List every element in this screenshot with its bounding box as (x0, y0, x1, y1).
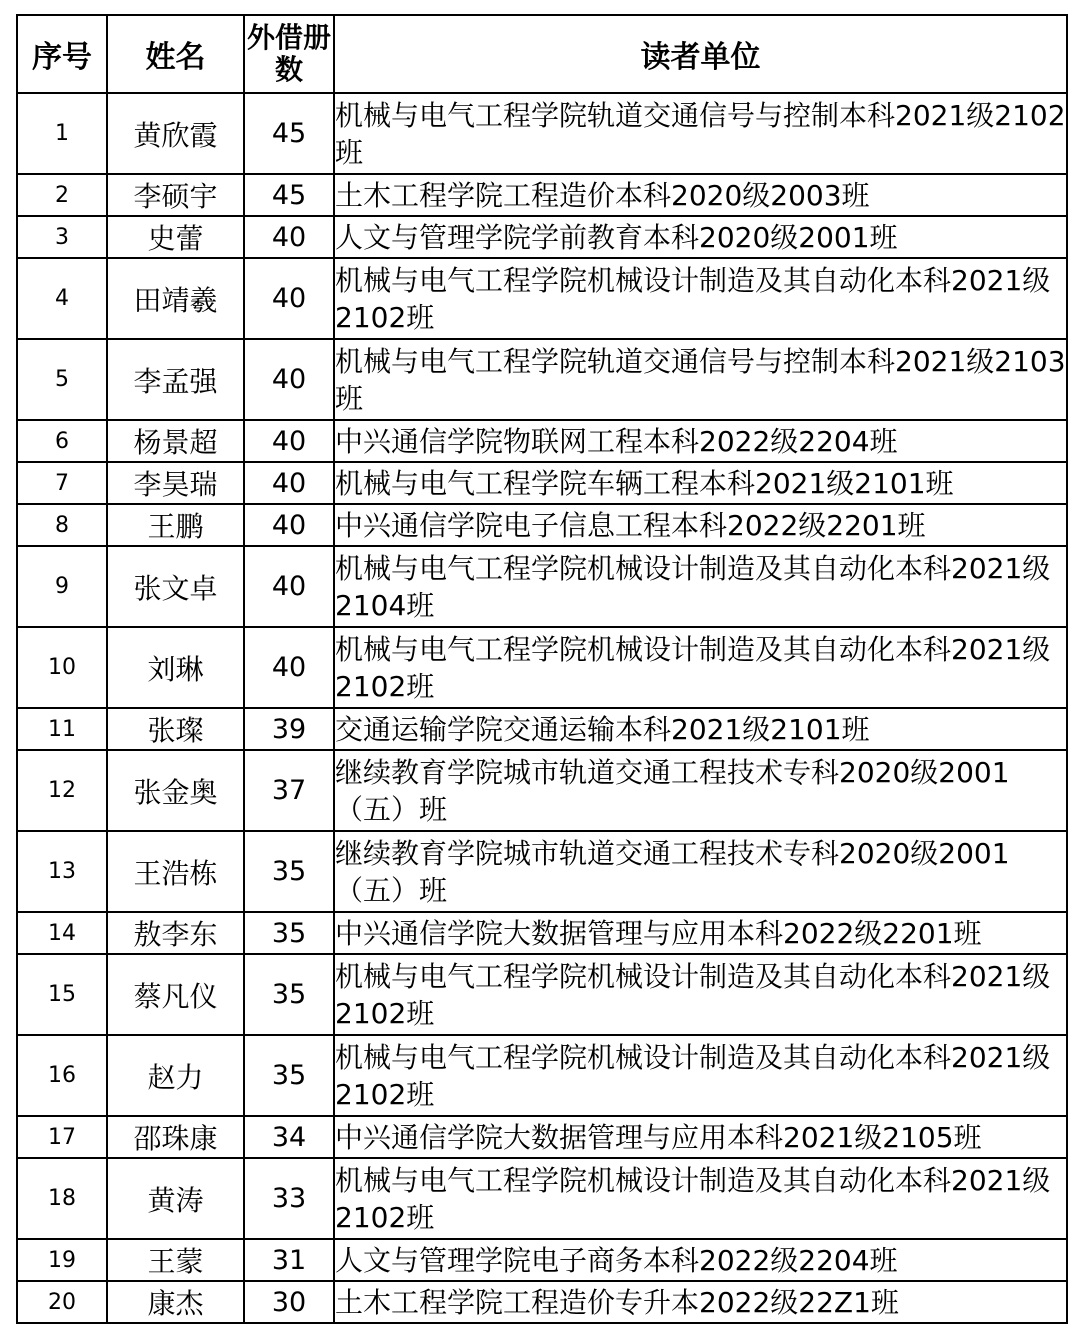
row-index: 11 (17, 708, 107, 750)
header-unit: 读者单位 (334, 15, 1067, 93)
row-index: 4 (17, 258, 107, 339)
row-index: 5 (17, 339, 107, 420)
row-unit: 继续教育学院城市轨道交通工程技术专科2020级2001（五）班 (334, 750, 1067, 831)
row-index: 15 (17, 954, 107, 1035)
row-count: 30 (244, 1281, 334, 1323)
row-count: 31 (244, 1239, 334, 1281)
row-unit: 机械与电气工程学院车辆工程本科2021级2101班 (334, 462, 1067, 504)
row-unit: 继续教育学院城市轨道交通工程技术专科2020级2001（五）班 (334, 831, 1067, 912)
row-name: 黄涛 (107, 1158, 244, 1239)
row-unit: 中兴通信学院电子信息工程本科2022级2201班 (334, 504, 1067, 546)
row-count: 40 (244, 462, 334, 504)
table-header (17, 15, 1067, 93)
table-row (17, 93, 1067, 174)
table-row (17, 420, 1067, 462)
row-count: 34 (244, 1116, 334, 1158)
table-row (17, 339, 1067, 420)
header-count: 外借册数 (244, 15, 334, 93)
row-unit: 机械与电气工程学院机械设计制造及其自动化本科2021级2102班 (334, 258, 1067, 339)
row-count: 33 (244, 1158, 334, 1239)
row-count: 35 (244, 1035, 334, 1116)
table-row (17, 1035, 1067, 1116)
row-name: 李昊瑞 (107, 462, 244, 504)
row-name: 王蒙 (107, 1239, 244, 1281)
row-index: 14 (17, 912, 107, 954)
row-index: 2 (17, 174, 107, 216)
table-row (17, 546, 1067, 627)
table-row (17, 1158, 1067, 1239)
row-unit: 机械与电气工程学院机械设计制造及其自动化本科2021级2102班 (334, 954, 1067, 1035)
row-name: 邵珠康 (107, 1116, 244, 1158)
table-row (17, 504, 1067, 546)
row-count: 40 (244, 546, 334, 627)
row-count: 45 (244, 174, 334, 216)
row-unit: 交通运输学院交通运输本科2021级2101班 (334, 708, 1067, 750)
row-index: 10 (17, 627, 107, 708)
row-unit: 机械与电气工程学院机械设计制造及其自动化本科2021级2104班 (334, 546, 1067, 627)
row-unit: 人文与管理学院学前教育本科2020级2001班 (334, 216, 1067, 258)
table-row (17, 1116, 1067, 1158)
table-row (17, 750, 1067, 831)
row-name: 张璨 (107, 708, 244, 750)
row-index: 7 (17, 462, 107, 504)
row-index: 16 (17, 1035, 107, 1116)
row-unit: 机械与电气工程学院轨道交通信号与控制本科2021级2103班 (334, 339, 1067, 420)
row-name: 李孟强 (107, 339, 244, 420)
row-unit: 机械与电气工程学院机械设计制造及其自动化本科2021级2102班 (334, 627, 1067, 708)
table-row (17, 462, 1067, 504)
row-name: 黄欣霞 (107, 93, 244, 174)
row-count: 37 (244, 750, 334, 831)
row-name: 刘琳 (107, 627, 244, 708)
row-unit: 中兴通信学院物联网工程本科2022级2204班 (334, 420, 1067, 462)
table-row (17, 174, 1067, 216)
row-name: 王浩栋 (107, 831, 244, 912)
header-index: 序号 (17, 15, 107, 93)
borrowing-ranking-table (16, 14, 1068, 1324)
table-row (17, 954, 1067, 1035)
table-row (17, 216, 1067, 258)
row-unit: 土木工程学院工程造价专升本2022级22Z1班 (334, 1281, 1067, 1323)
row-count: 40 (244, 216, 334, 258)
row-count: 40 (244, 504, 334, 546)
row-name: 康杰 (107, 1281, 244, 1323)
row-unit: 人文与管理学院电子商务本科2022级2204班 (334, 1239, 1067, 1281)
row-unit: 中兴通信学院大数据管理与应用本科2022级2201班 (334, 912, 1067, 954)
row-name: 蔡凡仪 (107, 954, 244, 1035)
table-row (17, 708, 1067, 750)
table-row (17, 258, 1067, 339)
row-name: 史蕾 (107, 216, 244, 258)
table-row (17, 912, 1067, 954)
row-unit: 机械与电气工程学院机械设计制造及其自动化本科2021级2102班 (334, 1035, 1067, 1116)
row-index: 9 (17, 546, 107, 627)
row-index: 19 (17, 1239, 107, 1281)
row-name: 田靖羲 (107, 258, 244, 339)
row-count: 40 (244, 627, 334, 708)
row-index: 17 (17, 1116, 107, 1158)
row-index: 6 (17, 420, 107, 462)
row-index: 13 (17, 831, 107, 912)
row-unit: 机械与电气工程学院机械设计制造及其自动化本科2021级2102班 (334, 1158, 1067, 1239)
row-name: 赵力 (107, 1035, 244, 1116)
row-name: 敖李东 (107, 912, 244, 954)
row-unit: 中兴通信学院大数据管理与应用本科2021级2105班 (334, 1116, 1067, 1158)
row-index: 3 (17, 216, 107, 258)
row-name: 张文卓 (107, 546, 244, 627)
row-count: 39 (244, 708, 334, 750)
row-name: 张金奥 (107, 750, 244, 831)
row-unit: 机械与电气工程学院轨道交通信号与控制本科2021级2102班 (334, 93, 1067, 174)
table-row (17, 831, 1067, 912)
table-row (17, 627, 1067, 708)
row-index: 8 (17, 504, 107, 546)
header-name: 姓名 (107, 15, 244, 93)
row-index: 18 (17, 1158, 107, 1239)
row-name: 杨景超 (107, 420, 244, 462)
table-row (17, 1239, 1067, 1281)
table-body (17, 93, 1067, 1323)
row-index: 20 (17, 1281, 107, 1323)
row-count: 40 (244, 258, 334, 339)
row-count: 40 (244, 339, 334, 420)
row-name: 王鹏 (107, 504, 244, 546)
header-row (17, 15, 1067, 93)
row-count: 35 (244, 831, 334, 912)
row-name: 李硕宇 (107, 174, 244, 216)
row-unit: 土木工程学院工程造价本科2020级2003班 (334, 174, 1067, 216)
row-count: 40 (244, 420, 334, 462)
row-index: 12 (17, 750, 107, 831)
table-row (17, 1281, 1067, 1323)
row-count: 35 (244, 954, 334, 1035)
row-count: 45 (244, 93, 334, 174)
row-count: 35 (244, 912, 334, 954)
row-index: 1 (17, 93, 107, 174)
